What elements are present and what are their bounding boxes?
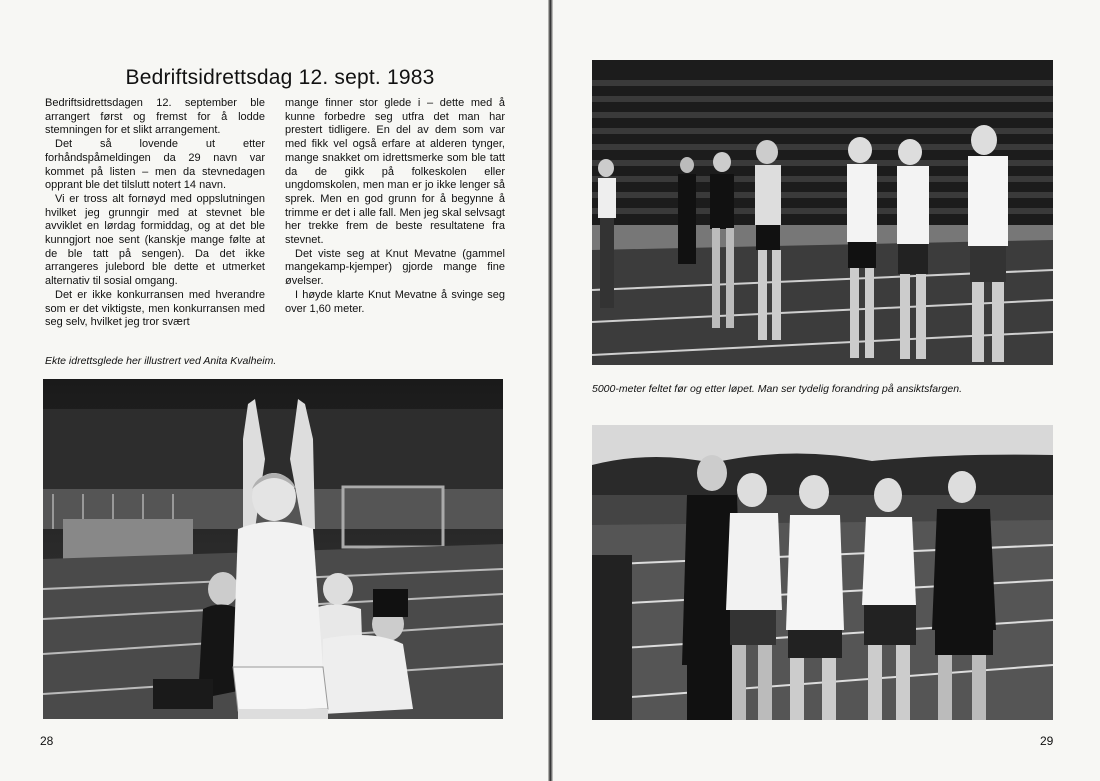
page-number: 29	[1040, 734, 1054, 748]
paragraph: mange finner stor glede i – dette med å kunne forbedre seg utfra det man har prestert tidligere. En del av dem som var med fikk vel også erfare at alderen tynger, mange snakket om idrettsmerke som ble tatt da de gikk på folkeskolen eller ungdomskolen, men man er jo ikke lenger så sprek. Men en god grunn for å begynne å trimme er det i alle fall. Men jeg skal selvsagt her trekke frem de beste resultatene fra stevnet.	[285, 97, 505, 247]
paragraph: Det er ikke konkurransen med hverandre som er det viktigste, men konkurransen med seg selv, hvilket jeg tror svært	[45, 288, 265, 329]
photo-celebrating-athlete	[43, 379, 503, 719]
photo-caption-left: Ekte idrettsglede her illustrert ved Anita Kvalheim.	[45, 355, 277, 367]
photo-caption-right: 5000-meter feltet før og etter løpet. Man ser tydelig forandring på ansiktsfargen.	[592, 383, 963, 395]
article-title: Bedriftsidrettsdag 12. sept. 1983	[125, 66, 435, 90]
paragraph: Bedriftsidrettsdagen 12. september ble arrangert først og fremst for å lodde stemningen for et slikt arrangement.	[45, 97, 265, 137]
left-page	[0, 0, 548, 781]
page-number: 28	[40, 734, 54, 748]
text-column-1	[45, 97, 265, 330]
text-column-2	[285, 97, 505, 316]
paragraph: Vi er tross alt fornøyd med oppslutningen hvilket jeg grunngir med at stevnet ble avviklet en lørdag formiddag, og at det ble kunngjort noe sent (kanskje mange følte at de ble tatt på sengen). Da det ikke arrangeres julebord ble dette et utmerket alternativ til sosial omgang.	[45, 192, 265, 288]
paragraph: Det viste seg at Knut Mevatne (gammel mangekamp-kjemper) gjorde mange fine øvelser.	[285, 247, 505, 288]
photo-runners-before-race	[592, 60, 1053, 365]
paragraph: I høyde klarte Knut Mevatne å svinge seg over 1,60 meter.	[285, 288, 505, 315]
paragraph: Det så lovende ut etter forhåndspåmeldingen da 29 navn var kommet på listen – men da stevnedagen opprant ble det tilslutt notert 14 navn.	[45, 138, 265, 192]
photo-runners-after-race	[592, 425, 1053, 720]
